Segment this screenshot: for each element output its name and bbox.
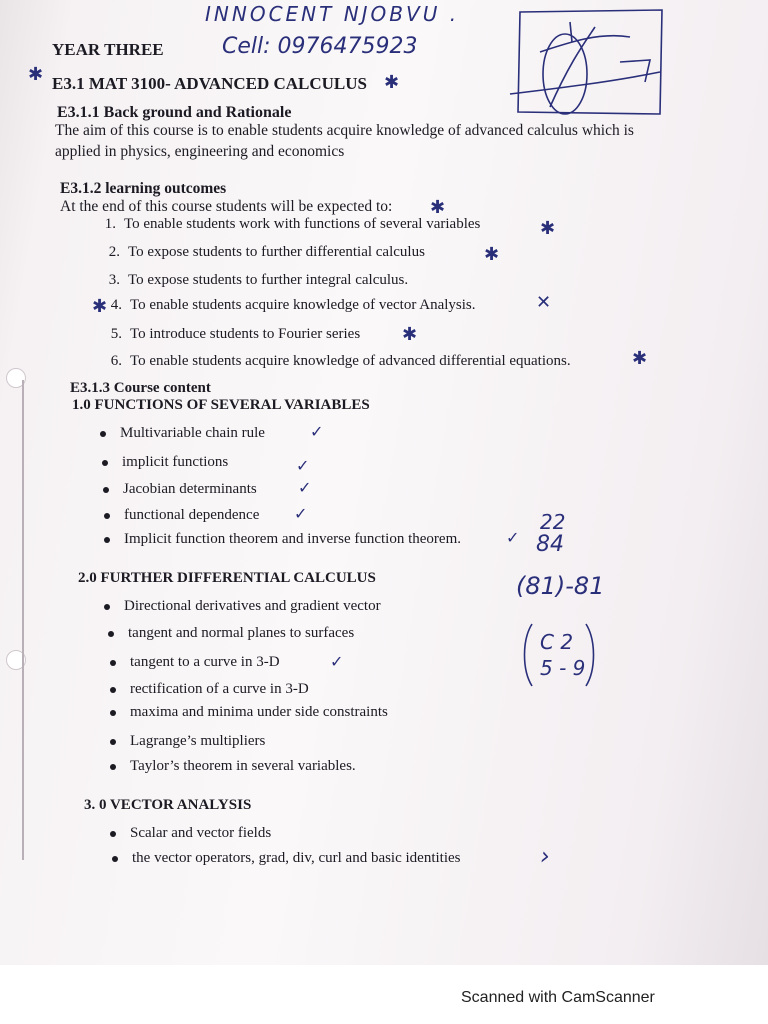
topic-item [110,704,388,721]
topic-item [110,758,356,775]
bullet-icon [100,431,106,437]
camscanner-watermark: Scanned with CamScanner [461,989,655,1006]
outcome-number: 6. [110,353,122,369]
topic-item [110,654,280,671]
outcome-number: 1. [104,216,116,232]
topic-item [104,598,381,615]
bullet-icon [104,537,110,543]
topic-text: Lagrange’s multipliers [130,733,266,749]
topic-item [110,733,265,750]
outcome-number: 3. [108,272,120,288]
topic-item [104,507,259,524]
topic-item [112,850,461,867]
bullet-icon [102,460,108,466]
checkmark-icon: ✓ [296,456,310,475]
handwritten-number: 22 [540,510,566,534]
topic-text: Scalar and vector fields [130,825,272,841]
checkmark-icon: ✓ [310,422,324,441]
asterisk-icon: ✱ [540,218,556,239]
checkmark-icon: ✓ [298,478,312,497]
bullet-icon [104,513,110,519]
handwritten-arrow-icon: › [540,842,550,870]
outcome-item [98,297,476,314]
topic-item [100,425,265,442]
section-heading-content: E3.1.3 Course content [70,380,211,396]
handwritten-bracket [520,620,600,690]
left-margin-line [22,380,24,860]
handwritten-expression: (81)-81 [516,572,605,600]
outcome-number: 4. [110,297,122,313]
section1-title: 1.0 FUNCTIONS OF SEVERAL VARIABLES [72,397,370,413]
outcomes-intro: At the end of this course students will be expected to: [60,198,393,215]
course-title: E3.1 MAT 3100- ADVANCED CALCULUS [52,74,368,93]
topic-text: maxima and minima under side constraints [130,704,388,720]
asterisk-icon: ✱ [430,197,446,218]
handwritten-cell: Cell: 0976475923 [222,34,418,59]
topic-item [104,531,461,548]
topic-text: functional dependence [124,507,260,523]
section-heading-background: E3.1.1 Back ground and Rationale [57,104,292,121]
asterisk-icon: ✱ [92,296,108,317]
bullet-icon [110,710,116,716]
outcome-number: 2. [108,244,120,260]
topic-text: rectification of a curve in 3-D [130,681,309,697]
handwritten-expression: C 2 [540,630,574,654]
outcome-text: To introduce students to Fourier series [130,326,361,342]
section3-title: 3. 0 VECTOR ANALYSIS [84,797,252,813]
topic-item [110,825,271,842]
asterisk-icon: ✱ [402,324,418,345]
outcome-number: 5. [110,326,122,342]
topic-text: the vector operators, grad, div, curl and basic identities [132,850,461,866]
topic-text: Jacobian determinants [123,481,257,497]
bullet-icon [110,687,116,693]
outcome-item [98,353,571,370]
outcome-text: To enable students acquire knowledge of advanced differential equations. [130,353,571,369]
topic-item [102,454,228,471]
rationale-text-line2: applied in physics, engineering and economics [55,143,345,160]
checkmark-icon: ✓ [330,652,344,671]
year-heading: YEAR THREE [52,40,164,59]
outcome-item [92,216,480,233]
asterisk-icon: ✱ [632,348,648,369]
bullet-icon [110,739,116,745]
bullet-icon [110,660,116,666]
bullet-icon [104,604,110,610]
topic-text: implicit functions [122,454,229,470]
checkmark-icon: ✓ [506,528,520,547]
handwritten-sketch [500,2,670,120]
footer-bar [0,965,768,1024]
handwritten-number: 84 [536,532,564,557]
handwritten-expression: 5 - 9 [540,656,586,680]
outcome-item [96,244,425,261]
topic-item [110,681,309,698]
topic-text: Implicit function theorem and inverse function theorem. [124,531,461,547]
outcome-text: To enable students work with functions of several variables [124,216,481,232]
topic-text: tangent and normal planes to surfaces [128,625,355,641]
bullet-icon [110,831,116,837]
bullet-icon [103,487,109,493]
bullet-icon [110,764,116,770]
asterisk-icon: ✕ [536,292,552,313]
bullet-icon [108,631,114,637]
topic-text: Directional derivatives and gradient vector [124,598,381,614]
section-heading-outcomes: E3.1.2 learning outcomes [60,180,227,197]
outcome-text: To enable students acquire knowledge of vector Analysis. [130,297,476,313]
handwritten-name: INNOCENT NJOBVU . [205,2,460,26]
outcome-text: To expose students to further differential calculus [128,244,425,260]
topic-item [103,481,257,498]
topic-text: tangent to a curve in 3-D [130,654,280,670]
bullet-icon [112,856,118,862]
topic-text: Multivariable chain rule [120,425,265,441]
asterisk-icon: ✱ [384,72,400,93]
outcome-item [96,272,408,289]
asterisk-icon: ✱ [484,244,500,265]
checkmark-icon: ✓ [294,504,308,523]
asterisk-icon: ✱ [28,64,44,85]
rationale-text-line1: The aim of this course is to enable students acquire knowledge of advanced calculus which is [55,122,634,139]
section2-title: 2.0 FURTHER DIFFERENTIAL CALCULUS [78,570,376,586]
topic-item [108,625,354,642]
topic-text: Taylor’s theorem in several variables. [130,758,356,774]
outcome-item [98,326,360,343]
outcome-text: To expose students to further integral calculus. [128,272,409,288]
